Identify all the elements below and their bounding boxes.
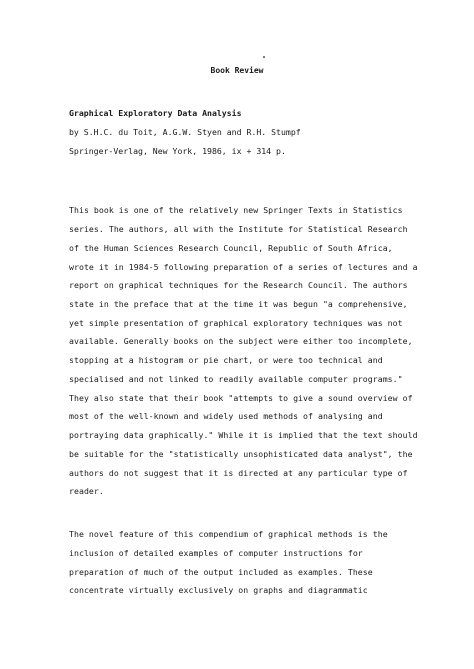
paragraph-line: series. The authors, all with the Institute for Statistical Research (69, 224, 408, 234)
page-heading: Book Review (210, 66, 264, 75)
paragraph-line: most of the well-known and widely used methods of analysing and (69, 411, 383, 421)
paragraph-line: be suitable for the "statistically unsophisticated data analyst", the (69, 449, 413, 459)
book-publisher: Springer-Verlag, New York, 1986, ix + 314 p. (69, 146, 286, 156)
paragraph-line: concentrate virtually exclusively on graphs and diagrammatic (69, 585, 368, 595)
scan-speck (263, 56, 265, 58)
paragraph-line: of the Human Sciences Research Council, Republic of South Africa, (69, 243, 393, 253)
paragraph-line: They also state that their book "attempts to give a sound overview of (69, 393, 413, 403)
paragraph-line: available. Generally books on the subject were either too incomplete, (69, 336, 413, 346)
paragraph-line: This book is one of the relatively new Springer Texts in Statistics (69, 205, 403, 215)
paragraph-line: report on graphical techniques for the Research Council. The authors (69, 280, 408, 290)
paragraph-line: reader. (69, 486, 104, 496)
book-authors: by S.H.C. du Toit, A.G.W. Styen and R.H. Stumpf (69, 127, 301, 137)
book-title: Graphical Exploratory Data Analysis (69, 108, 242, 118)
paragraph-line: yet simple presentation of graphical exploratory techniques was not (69, 318, 403, 328)
paragraph-line: specialised and not linked to readily available computer programs." (69, 374, 403, 384)
paragraph-line: portraying data graphically." While it is implied that the text should (69, 430, 418, 440)
paragraph-line: wrote it in 1984-5 following preparation of a series of lectures and a (69, 262, 418, 272)
paragraph-line: The novel feature of this compendium of graphical methods is the (69, 529, 388, 539)
paragraph-line: state in the preface that at the time it was begun "a comprehensive, (69, 299, 408, 309)
paragraph-line: preparation of much of the output included as examples. These (69, 567, 373, 577)
paragraph-line: stopping at a histogram or pie chart, or were too technical and (69, 355, 383, 365)
paragraph-line: inclusion of detailed examples of computer instructions for (69, 548, 363, 558)
paragraph-line: authors do not suggest that it is directed at any particular type of (69, 468, 408, 478)
